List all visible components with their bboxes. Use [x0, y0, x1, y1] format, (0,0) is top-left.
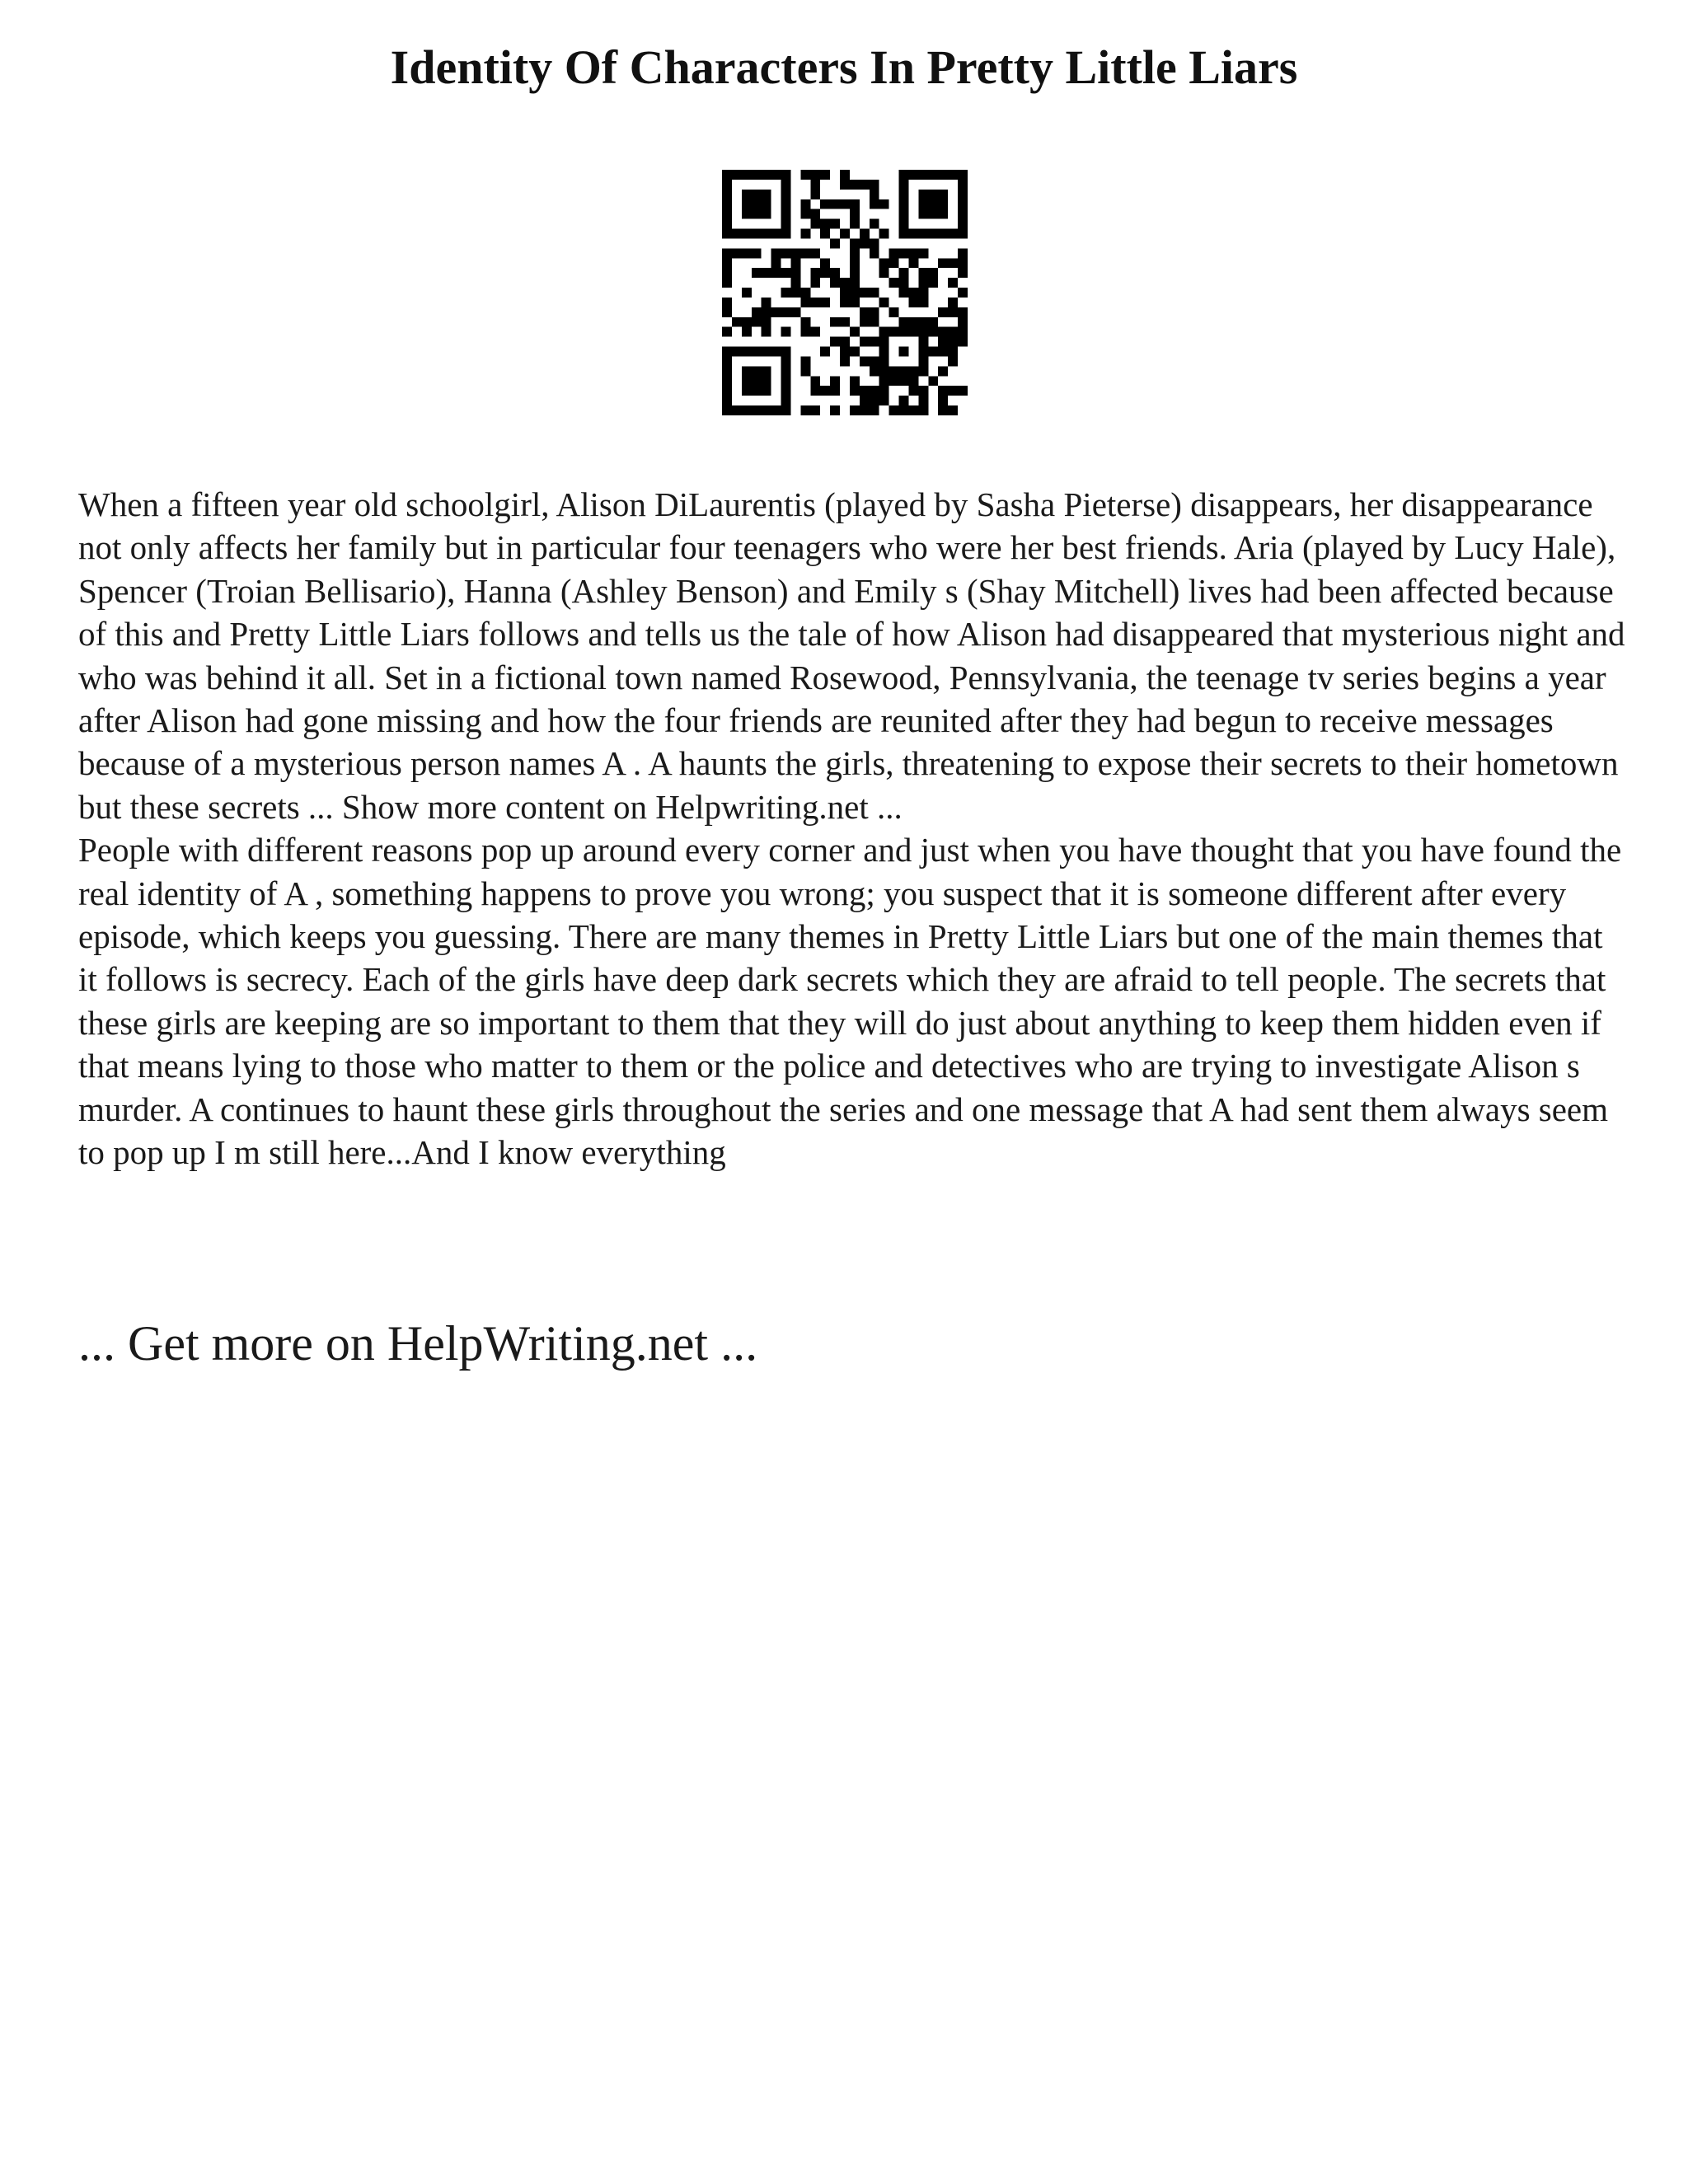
article-body	[78, 483, 1628, 1174]
paragraph: People with different reasons pop up around every corner and just when you have thought that you have found the real identity of A , something happens to prove you wrong; you suspect that it is someone different after every episode, which keeps you guessing. There are many themes in Pretty Little Liars but one of the main themes that it follows is secrecy. Each of the girls have deep dark secrets which they are afraid to tell people. The secrets that these girls are keeping are so important to them that they will do just about anything to keep them hidden even if that means lying to those who matter to them or the police and detectives who are trying to investigate Alison s murder. A continues to haunt these girls throughout the series and one message that A had sent them always seem to pop up I m still here...And I know everything	[78, 831, 1622, 1172]
paragraph: When a fifteen year old schoolgirl, Alison DiLaurentis (played by Sasha Pieterse) disappears, her disappearance not only affects her family but in particular four teenagers who were her best friends. Aria (played by Lucy Hale), Spencer (Troian Bellisario), Hanna (Ashley Benson) and Emily s (Shay Mitchell) lives had been affected because of this and Pretty Little Liars follows and tells us the tale of how Alison had disappeared that mysterious night and who was behind it all. Set in a fictional town named Rosewood, Pennsylvania, the teenage tv series begins a year after Alison had gone missing and how the four friends are reunited after they had begun to receive messages because of a mysterious person names A . A haunts the girls, threatening to expose their secrets to their hometown but these secrets ... Show more content on Helpwriting.net ...	[78, 485, 1625, 826]
qr-code-icon	[722, 170, 968, 415]
get-more-link[interactable]: ... Get more on HelpWriting.net ...	[78, 1316, 758, 1371]
page-title: Identity Of Characters In Pretty Little Liars	[390, 40, 1298, 94]
